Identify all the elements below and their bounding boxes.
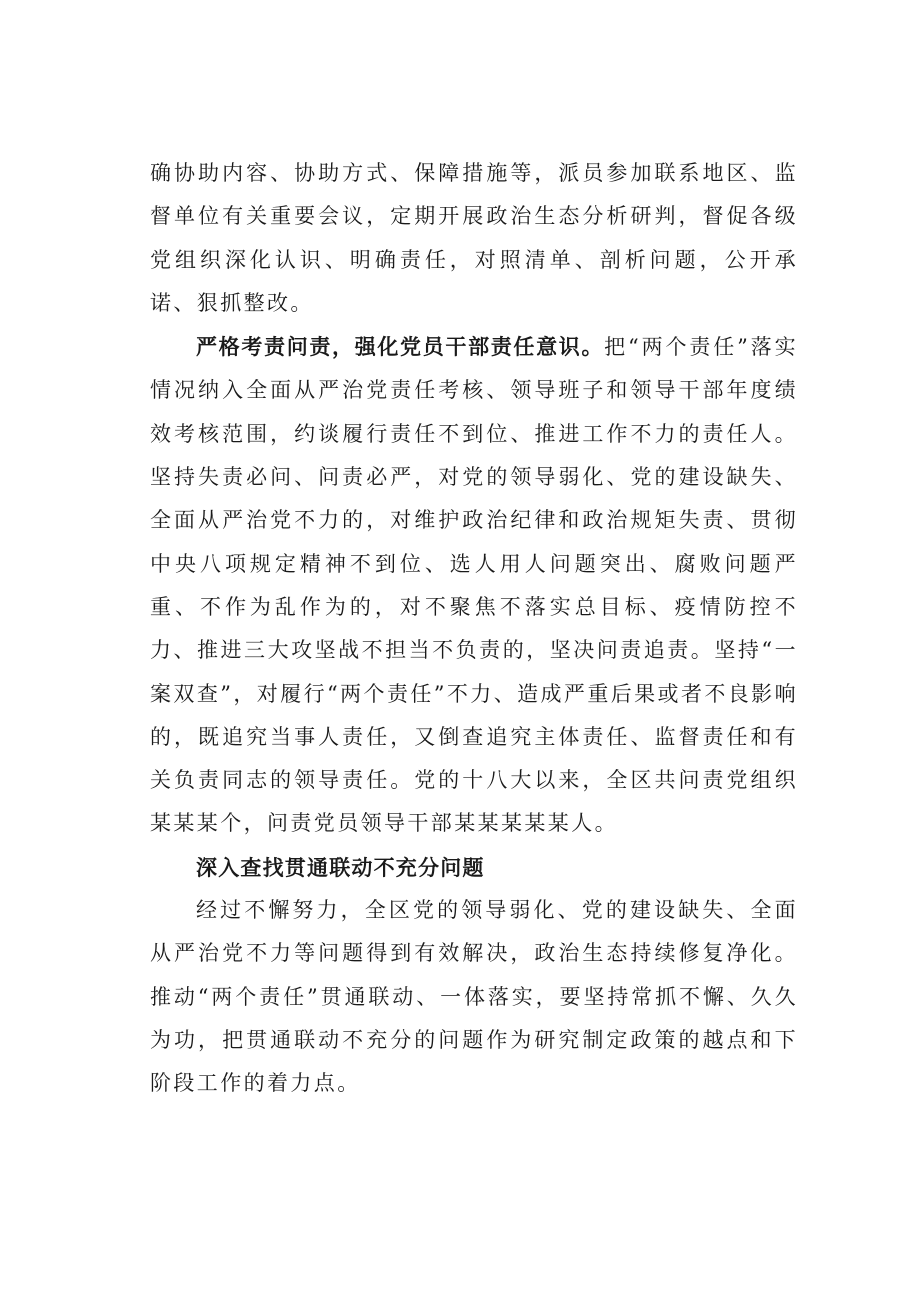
paragraph-accountability — [150, 325, 798, 846]
paragraph-lead-sentence: 严格考责问责，强化党员干部责任意识。 — [196, 334, 605, 360]
document-page — [150, 152, 798, 1106]
paragraph-continuation: 确协助内容、协助方式、保障措施等，派员参加联系地区、监督单位有关重要会议，定期开展政治生态分析研判，督促各级党组织深化认识、明确责任，对照清单、剖析问题，公开承诺、狠抓整改。 — [150, 161, 798, 315]
paragraph-linkage: 经过不懈努力，全区党的领导弱化、党的建设缺失、全面从严治党不力等问题得到有效解决，政治生态持续修复净化。推动“两个责任”贯通联动、一体落实，要坚持常抓不懈、久久为功，把贯通联动不充分的问题作为研究制定政策的越点和下阶段工作的着力点。 — [150, 898, 798, 1096]
section-heading: 深入查找贯通联动不充分问题 — [196, 854, 485, 880]
paragraph-body: 把“两个责任”落实情况纳入全面从严治党责任考核、领导班子和领导干部年度绩效考核范围，约谈履行责任不到位、推进工作不力的责任人。坚持失责必问、问责必严，对党的领导弱化、党的建设缺失、全面从严治党不力的，对维护政治纪律和政治规矩失责、贯彻中央八项规定精神不到位、选人用人问题突出、腐败问题严重、不作为乱作为的，对不聚焦不落实总目标、疫情防控不力、推进三大攻坚战不担当不负责的，坚决问责追责。坚持“一案双查”，对履行“两个责任”不力、造成严重后果或者不良影响的，既追究当事人责任，又倒查追究主体责任、监督责任和有关负责同志的领导责任。党的十八大以来，全区共问责党组织某某某个，问责党员领导干部某某某某某人。 — [150, 335, 798, 836]
